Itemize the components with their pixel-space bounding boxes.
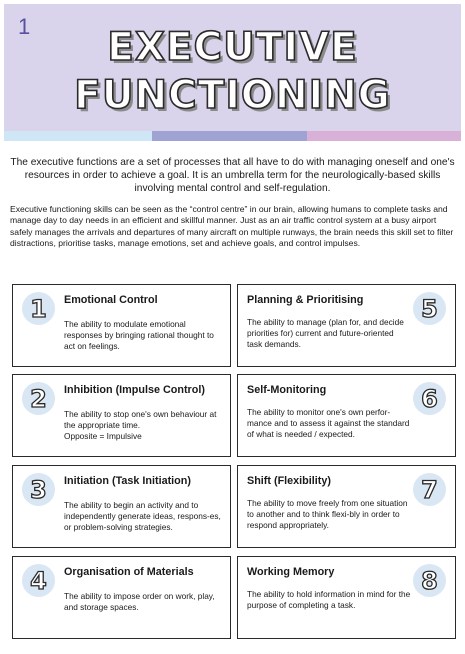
number-badge: 7: [413, 473, 446, 506]
color-band-3: [307, 131, 461, 141]
card-inhibition: [12, 374, 231, 457]
title-line-2: FUNCTIONING: [74, 73, 391, 118]
card-description: The ability to hold information in mind for the purpose of completing a task.: [247, 589, 411, 611]
header-banner: [4, 4, 461, 131]
card-title: Initiation (Task Initiation): [64, 475, 191, 487]
card-description: The ability to begin an activity and to independently generate ideas, respons-es, or problem-solving strategies.: [64, 500, 221, 533]
color-band-2: [152, 131, 307, 141]
card-title: Self-Monitoring: [247, 384, 327, 396]
card-working-memory: [237, 556, 456, 639]
color-band-1: [4, 131, 152, 141]
body-paragraph: Executive functioning skills can be seen as the “control centre” in our brain, allowing humans to complete tasks and manage day to day needs in an efficient and skillful manner. Just as an air traffic control system at a busy airport safely manages the arrivals and departures of many aircraft on multiple runways, the brain needs this skill set to filter distractions, prioritise tasks, manage emotions, set and achieve goals, and control impulses.: [10, 204, 454, 249]
card-title: Inhibition (Impulse Control): [64, 384, 205, 396]
intro-paragraph: The executive functions are a set of processes that all have to do with managing oneself and one's resources in order to achieve a goal. It is an umbrella term for the neurologically-based skills involving mental control and self-regulation.: [10, 157, 455, 194]
card-initiation: [12, 465, 231, 548]
number-badge: 1: [22, 292, 55, 325]
number-badge: 3: [22, 473, 55, 506]
number-badge: 6: [413, 382, 446, 415]
card-title: Emotional Control: [64, 294, 158, 306]
card-description: The ability to modulate emotional responses by bringing rational thought to act on feelings.: [64, 319, 214, 352]
card-planning-prioritising: [237, 284, 456, 367]
number-badge: 5: [413, 292, 446, 325]
page-number: 1: [18, 14, 31, 39]
card-shift-flexibility: [237, 465, 456, 548]
title-line-1: EXECUTIVE: [107, 25, 358, 70]
card-emotional-control: [12, 284, 231, 367]
card-description-text: The ability to stop one's own behaviour at the appropriate time.: [64, 409, 217, 431]
card-description: The ability to impose order on work, play, and storage spaces.: [64, 591, 215, 613]
card-description: The ability to move freely from one situation to another and to think flexi-bly in order to respond appropriately.: [247, 498, 408, 531]
card-description: The ability to manage (plan for, and decide priorities for) current and future-oriented task demands.: [247, 317, 404, 350]
card-description: [64, 409, 226, 443]
number-badge: 4: [22, 564, 55, 597]
card-title: Planning & Prioritising: [247, 294, 364, 306]
card-self-monitoring: [237, 374, 456, 457]
card-organisation-of-materials: [12, 556, 231, 639]
card-title: Organisation of Materials: [64, 566, 194, 578]
card-description: The ability to monitor one's own perfor-mance and to assess it against the standard of what is needed / expected.: [247, 407, 410, 440]
card-title: Shift (Flexibility): [247, 475, 331, 487]
card-description-extra: Opposite = Impulsive: [64, 431, 142, 442]
card-title: Working Memory: [247, 566, 335, 578]
number-badge: 8: [413, 564, 446, 597]
number-badge: 2: [22, 382, 55, 415]
